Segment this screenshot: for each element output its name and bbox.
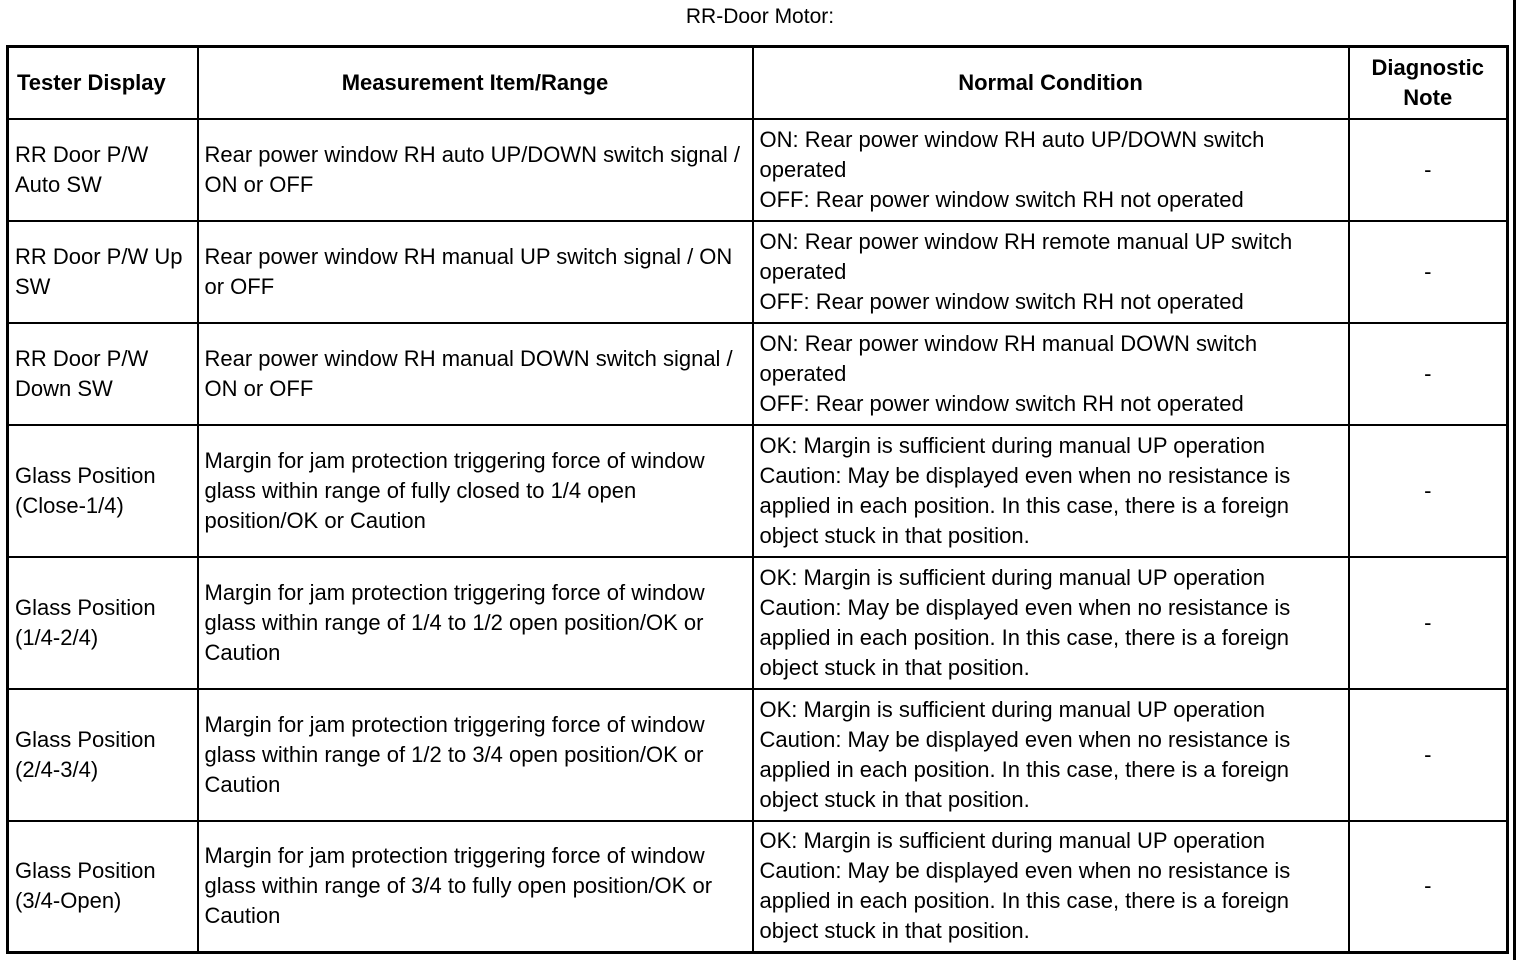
condition-line: Caution: May be displayed even when no resistance is applied in each position. In this case, there is a foreign object stuck in that position. [759,858,1291,944]
table-row [8,323,1508,425]
diagnostic-note-cell: - [1349,323,1508,425]
normal-condition-cell [753,821,1349,953]
diagnostic-note-cell: - [1349,821,1508,953]
table-row [8,119,1508,221]
measurement-cell: Margin for jam protection triggering force of window glass within range of fully closed to 1/4 open position/OK or Caution [198,425,753,557]
measurement-cell: Margin for jam protection triggering force of window glass within range of 3/4 to fully open position/OK or Caution [198,821,753,953]
measurement-cell: Rear power window RH auto UP/DOWN switch signal / ON or OFF [198,119,753,221]
tester-display-cell: Glass Position (Close-1/4) [8,425,198,557]
normal-condition-cell [753,119,1349,221]
condition-line: Caution: May be displayed even when no resistance is applied in each position. In this case, there is a foreign object stuck in that position. [759,726,1291,812]
measurement-cell: Margin for jam protection triggering force of window glass within range of 1/2 to 3/4 open position/OK or Caution [198,689,753,821]
table-row [8,557,1508,689]
diagnostic-note-cell: - [1349,119,1508,221]
normal-condition-cell [753,689,1349,821]
normal-condition-cell [753,425,1349,557]
tester-display-cell: Glass Position (3/4-Open) [8,821,198,953]
diagnostic-note-cell: - [1349,221,1508,323]
diagnostic-note-cell: - [1349,557,1508,689]
diagnostic-note-cell: - [1349,425,1508,557]
condition-line: OFF: Rear power window switch RH not operated [759,186,1244,212]
tester-display-cell: Glass Position (1/4-2/4) [8,557,198,689]
page-edge-divider [1513,0,1516,960]
normal-condition-cell [753,323,1349,425]
condition-line: OK: Margin is sufficient during manual UP operation [759,696,1265,722]
page-title: RR-Door Motor: [685,5,835,28]
tester-display-cell: Glass Position (2/4-3/4) [8,689,198,821]
table-row [8,221,1508,323]
tester-display-cell: RR Door P/W Up SW [8,221,198,323]
header-diagnostic-note: Diagnostic Note [1349,47,1508,119]
condition-line: ON: Rear power window RH manual DOWN switch operated [759,330,1258,386]
header-normal-condition: Normal Condition [753,47,1349,119]
table-header-row [8,47,1508,119]
header-measurement: Measurement Item/Range [198,47,753,119]
condition-line: OK: Margin is sufficient during manual UP operation [759,432,1265,458]
condition-line: ON: Rear power window RH auto UP/DOWN switch operated [759,126,1265,182]
table-row [8,821,1508,953]
condition-line: OK: Margin is sufficient during manual UP operation [759,828,1265,854]
tester-display-cell: RR Door P/W Down SW [8,323,198,425]
measurement-cell: Margin for jam protection triggering force of window glass within range of 1/4 to 1/2 open position/OK or Caution [198,557,753,689]
condition-line: Caution: May be displayed even when no resistance is applied in each position. In this case, there is a foreign object stuck in that position. [759,594,1291,680]
table-row [8,689,1508,821]
diagnostic-note-cell: - [1349,689,1508,821]
condition-line: OFF: Rear power window switch RH not operated [759,390,1244,416]
measurement-cell: Rear power window RH manual UP switch signal / ON or OFF [198,221,753,323]
normal-condition-cell [753,557,1349,689]
condition-line: ON: Rear power window RH remote manual UP switch operated [759,228,1293,284]
condition-line: Caution: May be displayed even when no resistance is applied in each position. In this case, there is a foreign object stuck in that position. [759,462,1291,548]
condition-line: OFF: Rear power window switch RH not operated [759,288,1244,314]
measurement-cell: Rear power window RH manual DOWN switch signal / ON or OFF [198,323,753,425]
header-tester-display: Tester Display [8,47,198,119]
normal-condition-cell [753,221,1349,323]
condition-line: OK: Margin is sufficient during manual UP operation [759,564,1265,590]
table-row [8,425,1508,557]
rr-door-motor-table [6,45,1509,954]
tester-display-cell: RR Door P/W Auto SW [8,119,198,221]
